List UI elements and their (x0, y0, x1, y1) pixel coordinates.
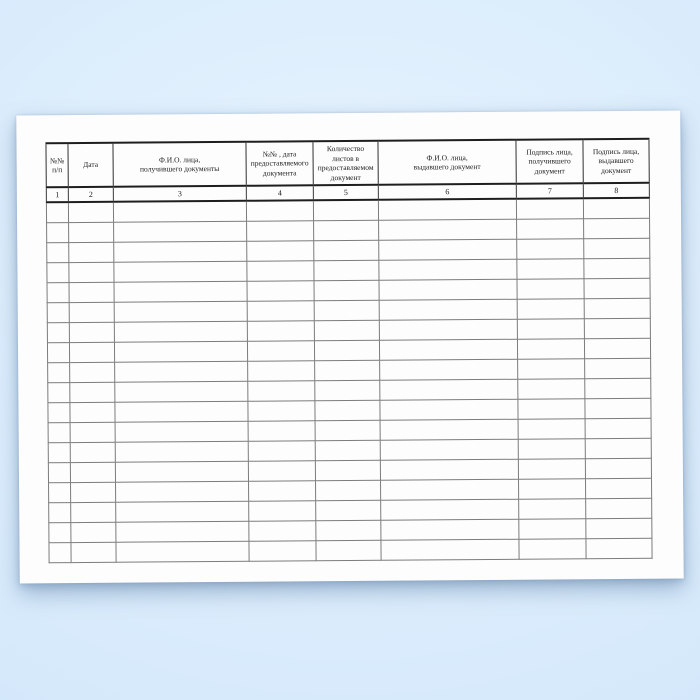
empty-cell (247, 241, 314, 262)
empty-cell (49, 483, 71, 503)
empty-cell (379, 319, 517, 340)
column-number: 2 (68, 187, 113, 202)
empty-cell (314, 340, 379, 360)
empty-cell (314, 280, 379, 300)
empty-cell (113, 201, 246, 222)
column-number: 6 (378, 184, 516, 200)
empty-cell (585, 418, 651, 438)
empty-cell (315, 440, 380, 460)
empty-cell (585, 458, 651, 478)
empty-cell (48, 383, 70, 403)
empty-cell (115, 401, 248, 422)
empty-cell (381, 499, 519, 520)
empty-cell (47, 283, 69, 303)
empty-cell (248, 381, 315, 402)
empty-cell (249, 481, 316, 502)
empty-cell (378, 199, 516, 221)
empty-cell (315, 380, 380, 400)
journal-table (45, 138, 652, 564)
empty-cell (315, 360, 380, 380)
empty-cell (314, 240, 379, 260)
empty-cell (70, 402, 115, 422)
empty-cell (314, 220, 379, 240)
empty-cell (247, 341, 314, 362)
empty-cell (313, 200, 378, 221)
table-header-row (46, 139, 649, 188)
empty-cell (585, 358, 651, 378)
empty-cell (379, 259, 517, 280)
header-cell-doc-number: №№ , дата предоставляемого документа (246, 141, 313, 186)
empty-cell (47, 223, 69, 243)
empty-cell (248, 361, 315, 382)
empty-cell (518, 439, 585, 460)
empty-cell (49, 503, 71, 523)
empty-cell (46, 202, 68, 223)
empty-cell (249, 541, 316, 562)
empty-cell (70, 362, 115, 382)
empty-cell (314, 300, 379, 320)
empty-cell (584, 258, 650, 278)
empty-cell (316, 520, 381, 540)
empty-cell (381, 539, 519, 560)
empty-cell (71, 522, 116, 542)
empty-cell (247, 221, 314, 242)
empty-cell (248, 461, 315, 482)
empty-cell (48, 463, 70, 483)
empty-cell (519, 519, 586, 540)
empty-cell (246, 200, 313, 221)
empty-cell (70, 462, 115, 482)
empty-cell (48, 443, 70, 463)
empty-cell (517, 319, 584, 340)
empty-cell (48, 403, 70, 423)
empty-cell (70, 422, 115, 442)
empty-cell (116, 521, 249, 542)
empty-cell (47, 263, 69, 283)
empty-cell (585, 398, 651, 418)
empty-cell (585, 478, 651, 498)
empty-cell (69, 302, 114, 322)
paper-sheet (16, 111, 683, 584)
empty-cell (114, 281, 247, 302)
empty-cell (380, 439, 518, 460)
empty-cell (71, 482, 116, 502)
empty-cell (518, 459, 585, 480)
empty-cell (115, 421, 248, 442)
empty-cell (248, 441, 315, 462)
empty-cell (116, 541, 249, 562)
empty-cell (247, 301, 314, 322)
empty-cell (380, 419, 518, 440)
empty-cell (69, 242, 114, 262)
empty-cell (379, 279, 517, 300)
empty-cell (114, 321, 247, 342)
header-cell-npp: №№ п/п (46, 143, 68, 187)
column-number: 8 (583, 183, 649, 198)
empty-cell (115, 361, 248, 382)
empty-cell (518, 379, 585, 400)
empty-cell (114, 261, 247, 282)
empty-cell (379, 219, 517, 240)
empty-cell (316, 540, 381, 560)
empty-cell (47, 343, 69, 363)
empty-cell (380, 359, 518, 380)
empty-cell (48, 363, 70, 383)
empty-cell (517, 219, 584, 240)
empty-cell (517, 299, 584, 320)
empty-cell (69, 282, 114, 302)
empty-cell (518, 419, 585, 440)
empty-cell (584, 218, 650, 238)
empty-cell (586, 498, 652, 518)
column-number: 7 (516, 183, 583, 199)
table-row (49, 538, 652, 563)
header-cell-signature-received: Подпись лица, получившего документ (516, 139, 583, 184)
empty-cell (47, 243, 69, 263)
empty-cell (518, 359, 585, 380)
empty-cell (115, 381, 248, 402)
empty-cell (380, 399, 518, 420)
empty-cell (517, 259, 584, 280)
empty-cell (115, 441, 248, 462)
empty-cell (316, 500, 381, 520)
empty-cell (69, 322, 114, 342)
empty-cell (314, 260, 379, 280)
empty-cell (47, 323, 69, 343)
empty-cell (116, 481, 249, 502)
empty-cell (518, 479, 585, 500)
column-number: 4 (246, 185, 313, 201)
empty-cell (247, 261, 314, 282)
empty-cell (115, 461, 248, 482)
empty-cell (69, 262, 114, 282)
header-cell-fio-issued: Ф.И.О. лица, выдавшего документ (378, 140, 516, 185)
empty-cell (584, 338, 650, 358)
empty-cell (114, 301, 247, 322)
empty-cell (585, 438, 651, 458)
empty-cell (379, 299, 517, 320)
empty-cell (68, 202, 113, 223)
header-cell-signature-issued: Подпись лица, выдавшего документ (583, 139, 649, 183)
empty-cell (584, 298, 650, 318)
empty-cell (519, 539, 586, 560)
table-body (46, 198, 652, 563)
empty-cell (116, 501, 249, 522)
header-cell-date: Дата (68, 143, 113, 187)
column-number: 3 (113, 186, 246, 202)
empty-cell (314, 320, 379, 340)
empty-cell (519, 499, 586, 520)
empty-cell (315, 400, 380, 420)
empty-cell (585, 378, 651, 398)
empty-cell (48, 423, 70, 443)
empty-cell (70, 382, 115, 402)
empty-cell (47, 303, 69, 323)
empty-cell (586, 518, 652, 538)
header-cell-sheet-count: Количество листов в предоставляемом документ (313, 141, 378, 185)
empty-cell (249, 521, 316, 542)
column-number: 1 (46, 187, 68, 202)
empty-cell (517, 279, 584, 300)
empty-cell (584, 318, 650, 338)
empty-cell (381, 479, 519, 500)
empty-cell (248, 401, 315, 422)
empty-cell (381, 519, 519, 540)
empty-cell (516, 198, 583, 219)
empty-cell (584, 278, 650, 298)
column-number: 5 (313, 185, 378, 200)
empty-cell (379, 339, 517, 360)
empty-cell (584, 238, 650, 258)
empty-cell (49, 543, 71, 563)
empty-cell (49, 523, 71, 543)
header-cell-fio-received: Ф.И.О. лица, получившего документы (113, 142, 246, 187)
empty-cell (70, 442, 115, 462)
empty-cell (71, 542, 116, 562)
empty-cell (248, 421, 315, 442)
empty-cell (380, 379, 518, 400)
empty-cell (315, 460, 380, 480)
empty-cell (586, 538, 652, 558)
empty-cell (379, 239, 517, 260)
empty-cell (583, 198, 649, 219)
empty-cell (114, 221, 247, 242)
empty-cell (518, 399, 585, 420)
empty-cell (69, 222, 114, 242)
empty-cell (247, 321, 314, 342)
empty-cell (71, 502, 116, 522)
empty-cell (517, 239, 584, 260)
empty-cell (114, 241, 247, 262)
empty-cell (247, 281, 314, 302)
empty-cell (517, 339, 584, 360)
empty-cell (315, 420, 380, 440)
empty-cell (380, 459, 518, 480)
empty-cell (249, 501, 316, 522)
empty-cell (114, 341, 247, 362)
empty-cell (316, 480, 381, 500)
empty-cell (69, 342, 114, 362)
